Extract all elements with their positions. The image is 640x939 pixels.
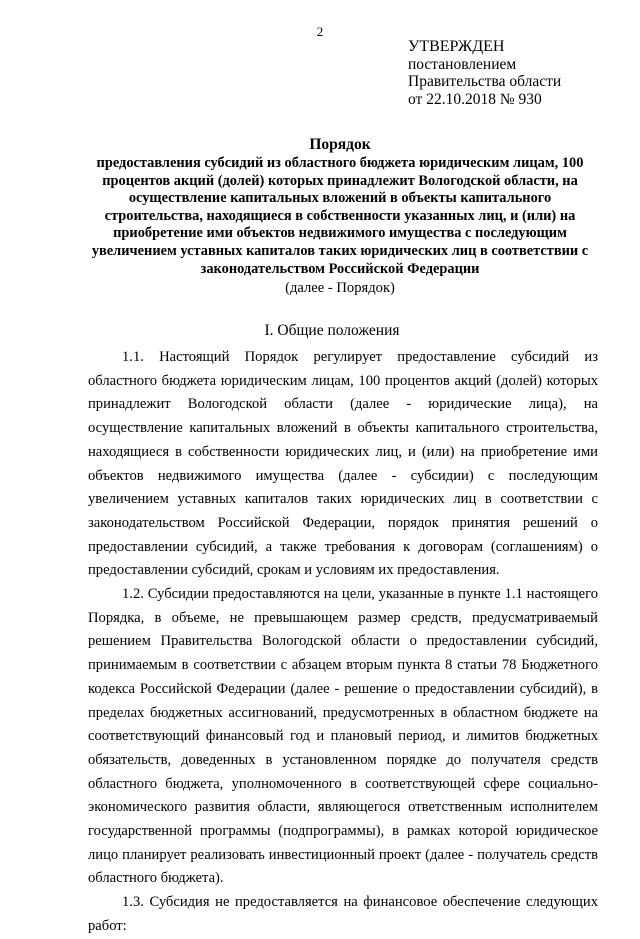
document-short-name-note: (далее - Порядок) (285, 280, 395, 297)
paragraph-1-1: 1.1. Настоящий Порядок регулирует предоставление субсидий из областного бюджета юридическим лицам, 100 процентов акций (долей) которых принадлежит Вологодской области (далее - юридические лица), на осуществление капитальных вложений в объекты капитального строительства, находящиеся в собственности юридических лиц, и (или) на приобретение ими объектов недвижимого имущества (далее - субсидии) с последующим увеличением уставных капиталов таких юридических лиц в соответствии с законодательством Российской Федерации, порядок принятия решений о предоставлении субсидий, а также требования к договорам (соглашениям) о предоставлении субсидий, срокам и условиям их предоставления. (88, 349, 598, 579)
approval-line: Правительства области (408, 73, 562, 90)
approval-date-number: от 22.10.2018 № 930 (408, 90, 542, 108)
approval-line: постановлением (408, 55, 517, 73)
approval-title: УТВЕРЖДЕН (408, 38, 505, 55)
document-title-block (80, 136, 600, 297)
paragraph-1-3: 1.3. Субсидия не предоставляется на финансовое обеспечение следующих работ: (88, 894, 598, 934)
approval-stamp (408, 38, 561, 108)
document-title: Порядок (309, 136, 371, 153)
document-subtitle: предоставления субсидий из областного бюджета юридическим лицам, 100 процентов акций (долей) которых принадлежит Вологодской области, на осуществление капитальных вложений в объекты капитального строительства, находящиеся в собственности указанных лиц, и (или) на приобретение ими объектов недвижимого имущества с последующим увеличением уставных капиталов таких юридических лиц в соответствии с законодательством Российской Федерации (91, 155, 589, 277)
page-number: 2 (316, 24, 324, 39)
paragraph-1-2: 1.2. Субсидии предоставляются на цели, указанные в пункте 1.1 настоящего Порядка, в объеме, не превышающем размер средств, предусматриваемый решением Правительства Вологодской области о предоставлении субсидий, принимаемым в соответствии с абзацем вторым пункта 8 статьи 78 Бюджетного кодекса Российской Федерации (далее - решение о предоставлении субсидий), в пределах бюджетных ассигнований, предусмотренных в областном бюджете на соответствующий финансовый год и плановый период, и лимитов бюджетных обязательств, доведенных в установленном порядке до получателя средств областного бюджета, уполномоченного в соответствующей сфере социально-экономического развития области, являющегося ответственным исполнителем государственной программы (подпрограммы), в рамках которой юридическое лицо планирует реализовать инвестиционный проект (далее - получатель средств областного бюджета). (88, 586, 598, 887)
section-body (88, 346, 598, 939)
section-heading: I. Общие положения (264, 322, 400, 339)
